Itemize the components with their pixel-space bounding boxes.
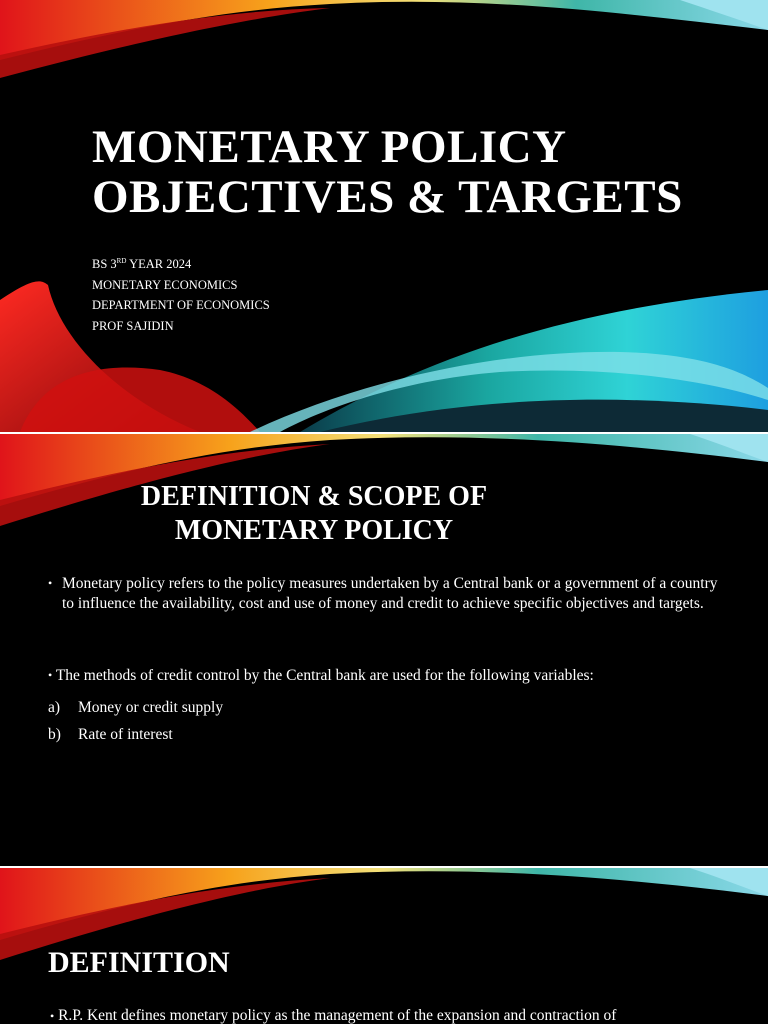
bullet-dot-icon: • [48,576,53,590]
list-text: Money or credit supply [78,699,224,716]
bullet-item [50,1006,616,1024]
subtitle-department: DEPARTMENT OF ECONOMICS [92,298,270,313]
list-text: Rate of interest [78,726,173,743]
subtitle-ordinal-suffix: RD [116,257,127,265]
slide-2 [0,434,768,866]
list-item [48,694,223,721]
bullet-item [48,574,728,613]
variables-list [48,694,223,748]
slide-2-body [48,574,728,613]
slide-1-title [92,122,683,222]
subtitle-course-prefix: BS 3 [92,257,117,272]
slide-1-subtitle [92,251,270,336]
slide-1-title-line-2: OBJECTIVES & TARGETS [92,171,683,223]
bullet-item [48,666,594,687]
subtitle-course-suffix: YEAR 2024 [126,257,192,272]
bullet-text: The methods of credit control by the Central bank are used for the following variables: [55,667,594,684]
list-item [48,721,223,748]
bullet-text: Monetary policy refers to the policy measures undertaken by a Central bank or a government of a country to influence the availability, cost and use of money and credit to achieve specific objectives and targets. [62,575,718,612]
subtitle-professor: PROF SAJIDIN [92,318,174,333]
slide-3-title: DEFINITION [48,946,230,979]
bullet-dot-icon: • [50,1009,55,1023]
slide-1 [0,0,768,432]
bullet-dot-icon: • [48,668,53,682]
subtitle-subject: MONETARY ECONOMICS [92,277,238,292]
slide-2-title-line-1: DEFINITION & SCOPE OF [140,481,488,512]
slide-1-title-line-1: MONETARY POLICY [92,121,567,173]
slide-2-title [0,480,628,548]
subtitle-course-year [92,251,270,275]
slide-2-title-line-2: MONETARY POLICY [174,515,454,546]
list-marker: b) [48,726,61,743]
list-marker: a) [48,699,61,716]
slide-3 [0,868,768,1024]
bullet-text: R.P. Kent defines monetary policy as the management of the expansion and contraction of [58,1007,617,1024]
